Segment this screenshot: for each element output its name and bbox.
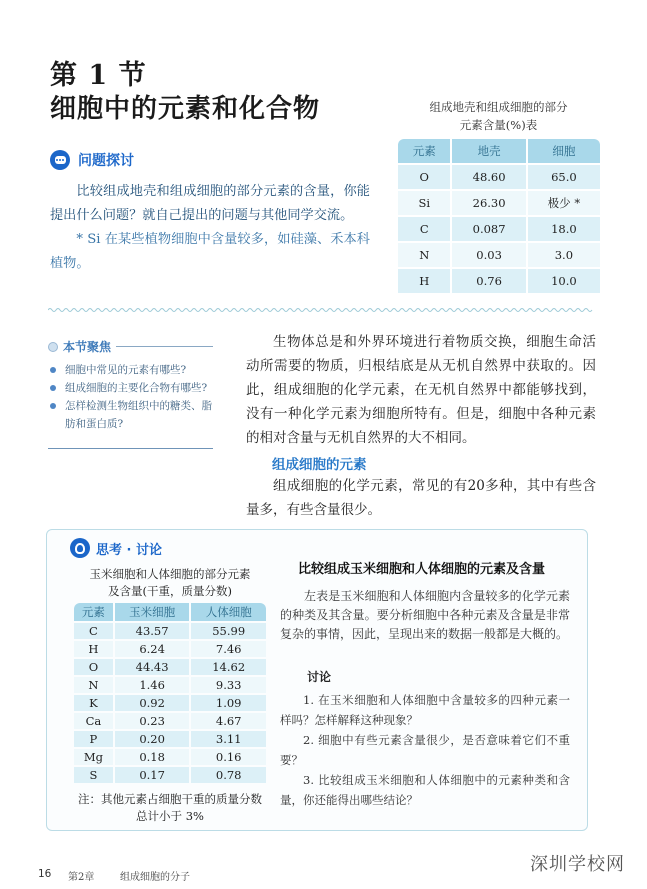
- focus-bottom-rule: [48, 448, 213, 449]
- discussion-heading: 比较组成玉米细胞和人体细胞的元素及含量: [298, 562, 546, 577]
- table-row: N 0.03 3.0: [398, 243, 600, 267]
- table2-note: 注：其他元素占细胞干重的质量分数 总计小于 3%: [78, 792, 262, 823]
- inquiry-body: [50, 180, 370, 276]
- inquiry-title: 问题探讨: [78, 153, 134, 169]
- table2-caption: 玉米细胞和人体细胞的部分元素 及含量(干重，质量分数): [89, 567, 251, 598]
- watermark: 深圳学校网: [530, 854, 625, 875]
- discussion-questions: [280, 690, 570, 810]
- page-number: 16: [38, 868, 52, 880]
- question-item: 2. 细胞中有些元素含量很少，是否意味着它们不重要？: [280, 733, 570, 767]
- focus-bullet-icon: [48, 342, 58, 352]
- table-header: 细胞: [528, 139, 600, 163]
- section-number: 第 1 节: [50, 60, 147, 91]
- chapter-label: 第2章: [68, 872, 95, 883]
- table-header: 元素: [398, 139, 450, 163]
- focus-list: [48, 361, 213, 433]
- table-row: Si 26.30 极少 *: [398, 191, 600, 215]
- focus-item: 怎样检测生物组织中的糖类、脂肪和蛋白质?: [48, 397, 213, 433]
- main-paragraph-2: 组成细胞的化学元素，常见的有20多种，其中有些含量多，有些含量很少。: [246, 478, 596, 518]
- table-row: P 0.20 3.11: [74, 731, 266, 747]
- discussion-intro: 左表是玉米细胞和人体细胞内含量较多的化学元素的种类及其含量。要分析细胞中各种元素及含量是非常复杂的事情，因此，呈现出来的数据一般都是大概的。: [280, 589, 570, 641]
- head-lightbulb-icon: [70, 538, 90, 558]
- table-row: S 0.17 0.78: [74, 767, 266, 783]
- table-row: O 44.43 14.62: [74, 659, 266, 675]
- table-row: C 43.57 55.99: [74, 623, 266, 639]
- subheading-cell-elements: 组成细胞的元素: [272, 457, 367, 473]
- table-row: O 48.60 65.0: [398, 165, 600, 189]
- focus-item: 细胞中常见的元素有哪些?: [48, 361, 213, 379]
- table-header: 人体细胞: [191, 603, 266, 621]
- table-row: H 0.76 10.0: [398, 269, 600, 293]
- speech-bubble-icon: [50, 150, 70, 170]
- corn-human-element-table: [72, 601, 268, 785]
- table-row: N 1.46 9.33: [74, 677, 266, 693]
- inquiry-note: * Si 在某些植物细胞中含量较多，如硅藻、禾本科植物。: [50, 232, 370, 271]
- question-item: 1. 在玉米细胞和人体细胞中含量较多的四种元素一样吗？怎样解释这种现象？: [280, 693, 570, 727]
- focus-title: 本节聚焦: [63, 340, 112, 354]
- page-title: 细胞中的元素和化合物: [50, 94, 321, 124]
- chapter-name: 组成细胞的分子: [120, 872, 190, 883]
- discussion-header: [70, 538, 162, 558]
- crust-cell-element-table: [396, 137, 602, 295]
- table-header: 玉米细胞: [115, 603, 190, 621]
- discussion-subheading: 讨论: [307, 670, 332, 684]
- focus-header: [48, 338, 213, 355]
- main-paragraph: 生物体总是和外界环境进行着物质交换，细胞生命活动所需要的物质，归根结底是从无机自然界中获取的。因此，组成细胞的化学元素，在无机自然界中都能够找到，没有一种化学元素为细胞所特有。但是，细胞中各种元素的相对含量与无机自然界的大不相同。: [246, 334, 596, 446]
- inquiry-question: 比较组成地壳和组成细胞的部分元素的含量，你能提出什么问题？就自己提出的问题与其他同学交流。: [50, 184, 370, 223]
- question-item: 3. 比较组成玉米细胞和人体细胞中的元素种类和含量，你还能得出哪些结论？: [280, 773, 570, 807]
- table-row: K 0.92 1.09: [74, 695, 266, 711]
- table-row: Mg 0.18 0.16: [74, 749, 266, 765]
- table-row: Ca 0.23 4.67: [74, 713, 266, 729]
- focus-item: 组成细胞的主要化合物有哪些?: [48, 379, 213, 397]
- table-header: 地壳: [452, 139, 525, 163]
- table-row: C 0.087 18.0: [398, 217, 600, 241]
- focus-rule: [116, 346, 213, 347]
- table-row: H 6.24 7.46: [74, 641, 266, 657]
- table1-caption: 组成地壳和组成细胞的部分 元素含量(%)表: [429, 100, 568, 132]
- table-header: 元素: [74, 603, 113, 621]
- discussion-title: 思考 · 讨论: [96, 542, 162, 558]
- section-focus: [48, 338, 213, 433]
- inquiry-header: [50, 150, 134, 170]
- wavy-divider: [48, 307, 594, 313]
